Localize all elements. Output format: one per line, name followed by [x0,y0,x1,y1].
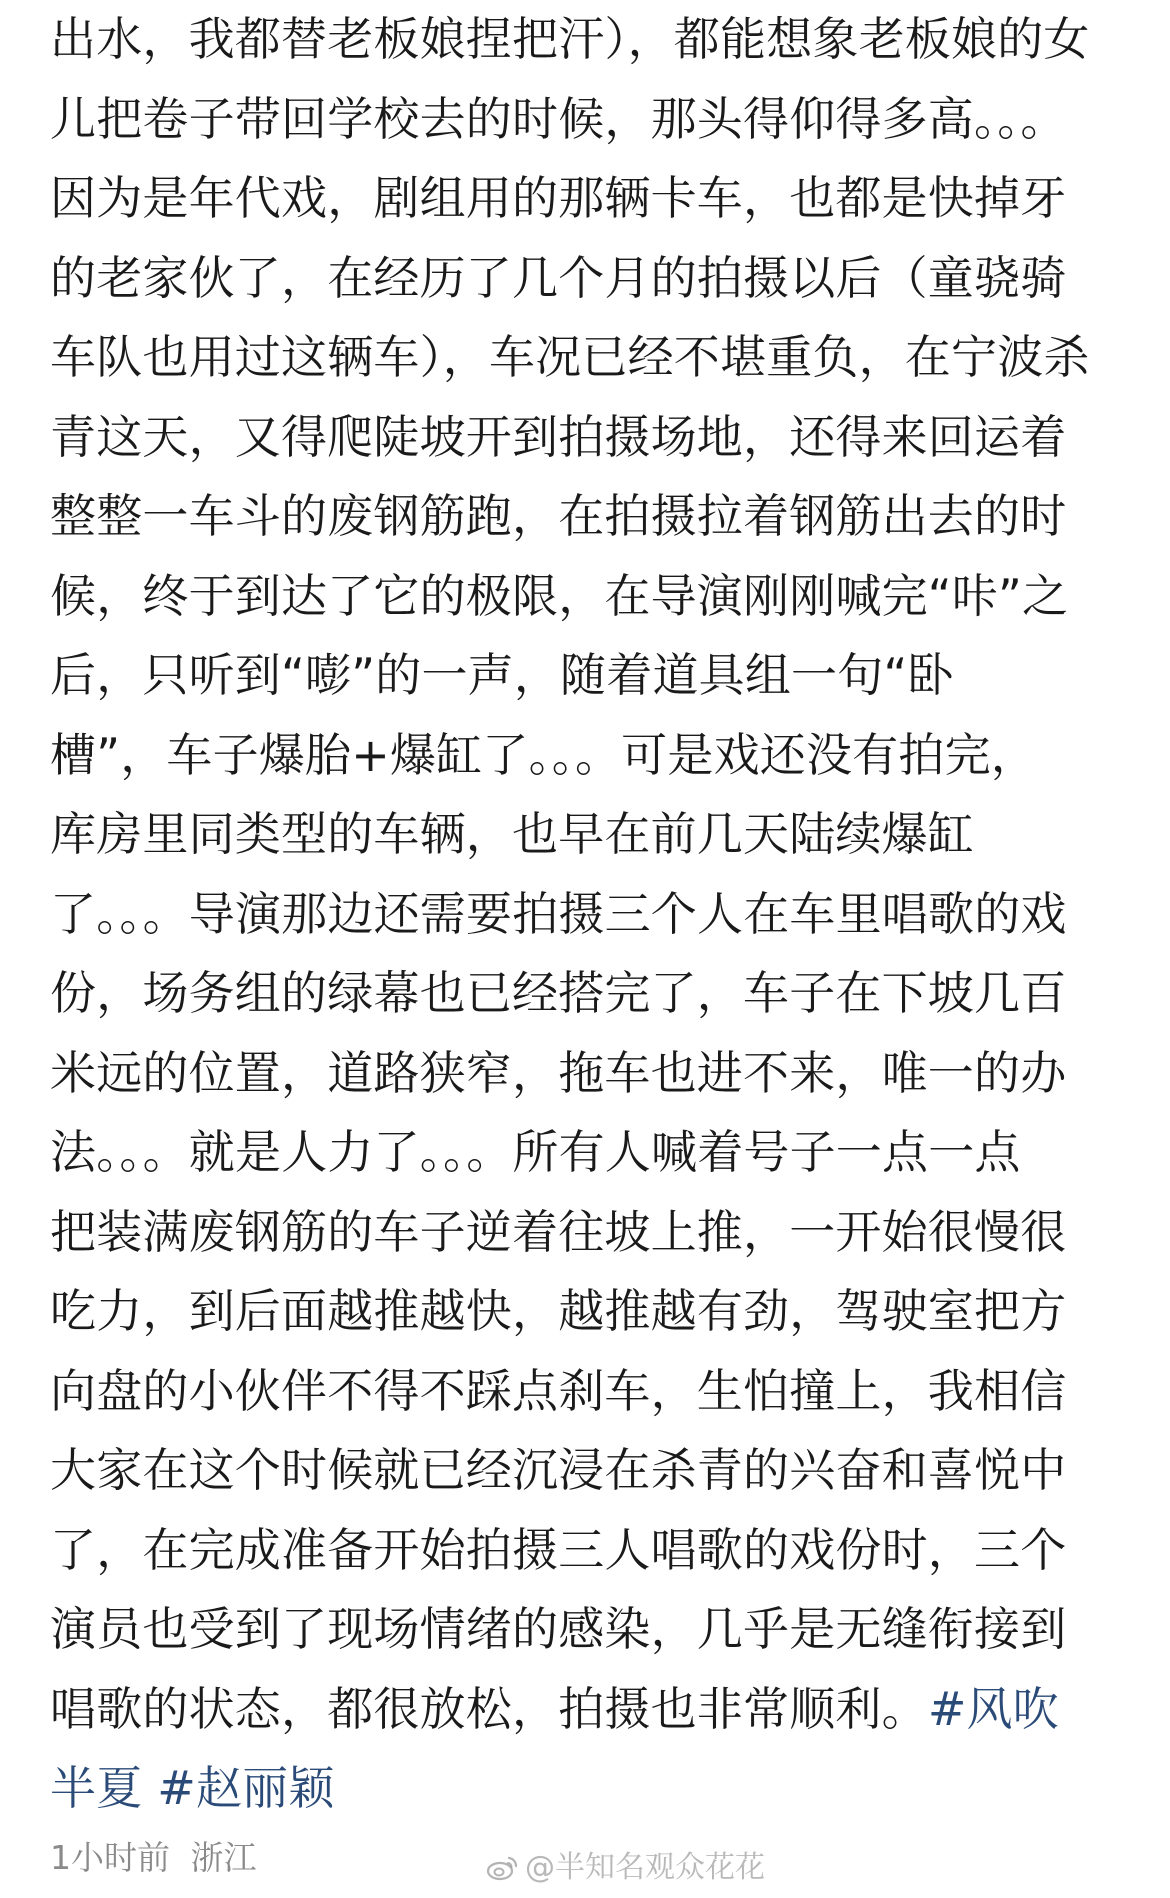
hashtag-link-fengchuibanxia[interactable]: #风吹 [927,1681,1059,1736]
post-line: 米远的位置，道路狭窄，拖车也进不来，唯一的办 [50,1045,1067,1100]
post-line: 因为是年代戏，剧组用的那辆卡车，也都是快掉牙 [50,171,1067,225]
post-meta [50,1836,267,1880]
hashtag-link-fengchuibanxia-cont[interactable]: 半夏 [50,1761,143,1815]
post-line: 演员也受到了现场情绪的感染，几乎是无缝衔接到 [50,1602,1067,1656]
post-line: 向盘的小伙伴不得不踩点刹车，生怕撞上，我相信 [50,1363,1067,1418]
post-line-hashtags [50,1749,1125,1829]
post-line: 的老家伙了，在经历了几个月的拍摄以后（童骁骑 [50,250,1067,305]
post-line: 青这天，又得爬陡坡开到拍摄场地，还得来回运着 [50,409,1067,464]
post-line: 把装满废钢筋的车子逆着往坡上推，一开始很慢很 [50,1204,1067,1259]
post-line: 大家在这个时候就已经沉浸在杀青的兴奋和喜悦中 [50,1443,1067,1497]
post-line: 候，终于到达了它的极限，在导演刚刚喊完“咔”之 [50,568,1069,623]
post-line: 了，在完成准备开始拍摄三人唱歌的戏份时，三个 [50,1522,1067,1577]
post-line: 库房里同类型的车辆，也早在前几天陆续爆缸 [50,807,974,861]
watermark-text: @半知名观众花花 [525,1850,765,1885]
post-line: 整整一车斗的废钢筋跑，在拍摄拉着钢筋出去的时 [50,489,1067,543]
post-line: 吃力，到后面越推越快，越推越有劲，驾驶室把方 [50,1284,1067,1338]
post-line: 法。。。就是人力了。。。所有人喊着号子一点一点 [50,1125,1021,1179]
post-time: 1小时前 [50,1838,170,1877]
post-line: 后，只听到“嘭”的一声，随着道具组一句“卧 [50,648,954,702]
watermark [485,1848,765,1888]
post-content [50,0,1125,1829]
hashtag-link-zhaoliying[interactable]: #赵丽颖 [157,1761,335,1815]
post-line: 份，场务组的绿幕也已经搭完了，车子在下坡几百 [50,966,1067,1020]
post-line-text: 唱歌的状态，都很放松，拍摄也非常顺利。 [50,1681,928,1736]
post-line: 槽”，车子爆胎+爆缸了。。。可是戏还没有拍完， [50,727,1037,782]
weibo-logo-icon [485,1854,519,1882]
post-line-with-hashtag [50,1670,1125,1750]
post-line: 儿把卷子带回学校去的时候，那头得仰得多高。。。 [50,91,1067,146]
post-line: 车队也用过这辆车），车况已经不堪重负，在宁波杀 [50,330,1090,384]
post-line: 了。。。导演那边还需要拍摄三个人在车里唱歌的戏 [50,886,1067,941]
post-line: 出水，我都替老板娘捏把汗），都能想象老板娘的女 [50,12,1090,66]
post-location: 浙江 [190,1838,257,1877]
